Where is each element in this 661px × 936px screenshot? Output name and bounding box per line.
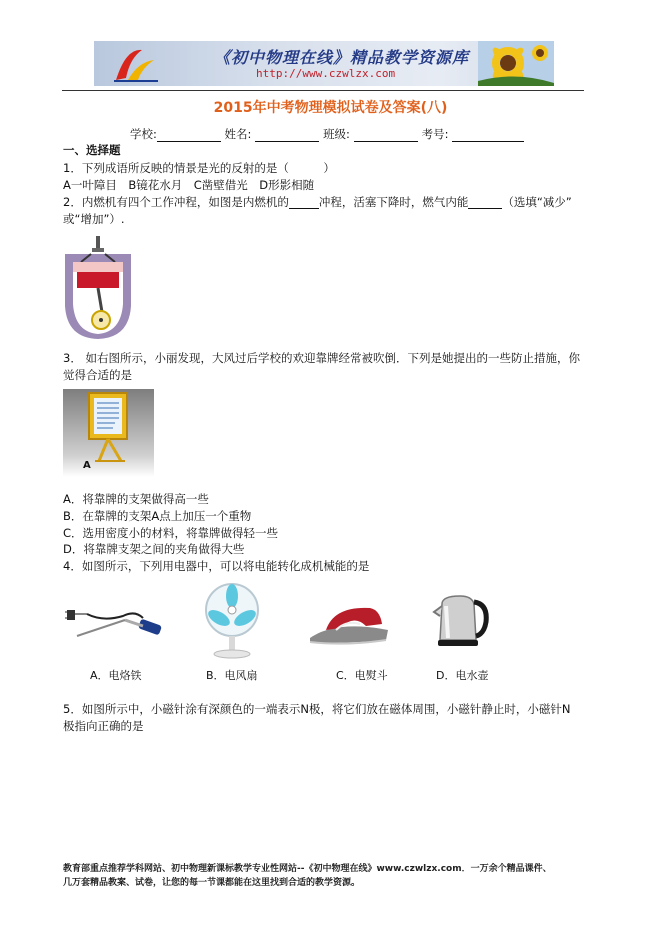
footer-line2: 几万套精品教案、试卷，让您的每一节课都能在这里找到合适的教学资源。 (63, 878, 361, 888)
header-divider (62, 90, 584, 91)
class-label: 班级: (323, 127, 350, 141)
q3-line1: 3． 如右图所示，小丽发现，大风过后学校的欢迎靠牌经常被吹倒．下列是她提出的一些防止措施，你 (63, 351, 580, 365)
q2-part1: 2．内燃机有四个工作冲程，如图是内燃机的 (63, 195, 289, 209)
q5-line1: 5．如图所示中，小磁针涂有深颜色的一端表示N极，将它们放在磁体周围，小磁针静止时，小磁针N (63, 702, 571, 716)
q3-line2: 觉得合适的是 (63, 368, 132, 382)
banner-url: http://www.czwlzx.com (256, 67, 396, 80)
sign-figure (63, 389, 154, 477)
student-info-fields (130, 126, 524, 142)
logo-icon (108, 44, 168, 84)
q2-blank2[interactable] (468, 197, 502, 209)
q3-option-d: D．将靠牌支架之间的夹角做得大些 (63, 542, 245, 556)
q1-options: A一叶障目 B镜花水月 C凿壁借光 D形影相随 (63, 178, 315, 192)
sign-board-icon (63, 389, 154, 477)
number-blank[interactable] (452, 129, 524, 142)
sunflower-icon (478, 41, 554, 86)
q5-line2: 极指向正确的是 (63, 719, 144, 733)
q3-option-a: A．将靠牌的支架做得高一些 (63, 492, 209, 506)
header-banner (94, 41, 554, 86)
q2-blank1[interactable] (289, 197, 319, 209)
q2-part3: （选填“减少” (502, 195, 572, 209)
number-label: 考号: (421, 127, 449, 141)
q2-line1 (63, 195, 572, 209)
q3-option-b: B．在靠牌的支架A点上加压一个重物 (63, 509, 252, 523)
q2-part2: 冲程，活塞下降时，燃气内能 (318, 195, 469, 209)
q4-caption-b: B．电风扇 (206, 669, 258, 682)
fig-label-a: A (83, 460, 91, 471)
banner-title: 《初中物理在线》精品教学资源库 (214, 48, 470, 67)
soldering-iron-icon (63, 596, 173, 648)
q4-caption-a: A．电烙铁 (90, 669, 142, 682)
q4-stem: 4．如图所示，下列用电器中，可以将电能转化成机械能的是 (63, 559, 370, 573)
name-label: 姓名: (224, 127, 252, 141)
engine-diagram (63, 234, 133, 340)
name-blank[interactable] (255, 129, 319, 142)
q1-stem: 1．下列成语所反映的情景是光的反射的是（ ） (63, 161, 335, 175)
electric-kettle-icon (432, 590, 492, 652)
electric-iron-icon (306, 600, 392, 646)
school-blank[interactable] (157, 129, 221, 142)
footer-line1: 教育部重点推荐学科网站、初中物理新课标教学专业性网站--《初中物理在线》www.czwlzx.com．一万余个精品课件、 (63, 864, 552, 874)
electric-fan-icon (198, 580, 268, 660)
q2-line2: 或“增加”）. (63, 212, 125, 226)
page-title: 2015年中考物理模拟试卷及答案(八) (213, 100, 448, 116)
q4-caption-d: D．电水壶 (436, 669, 489, 682)
footer (63, 862, 552, 890)
school-label: 学校: (130, 127, 157, 141)
class-blank[interactable] (354, 129, 418, 142)
q4-caption-c: C．电熨斗 (336, 669, 388, 682)
section-heading: 一、选择题 (63, 143, 121, 157)
q3-option-c: C．选用密度小的材料，将靠牌做得轻一些 (63, 526, 279, 540)
